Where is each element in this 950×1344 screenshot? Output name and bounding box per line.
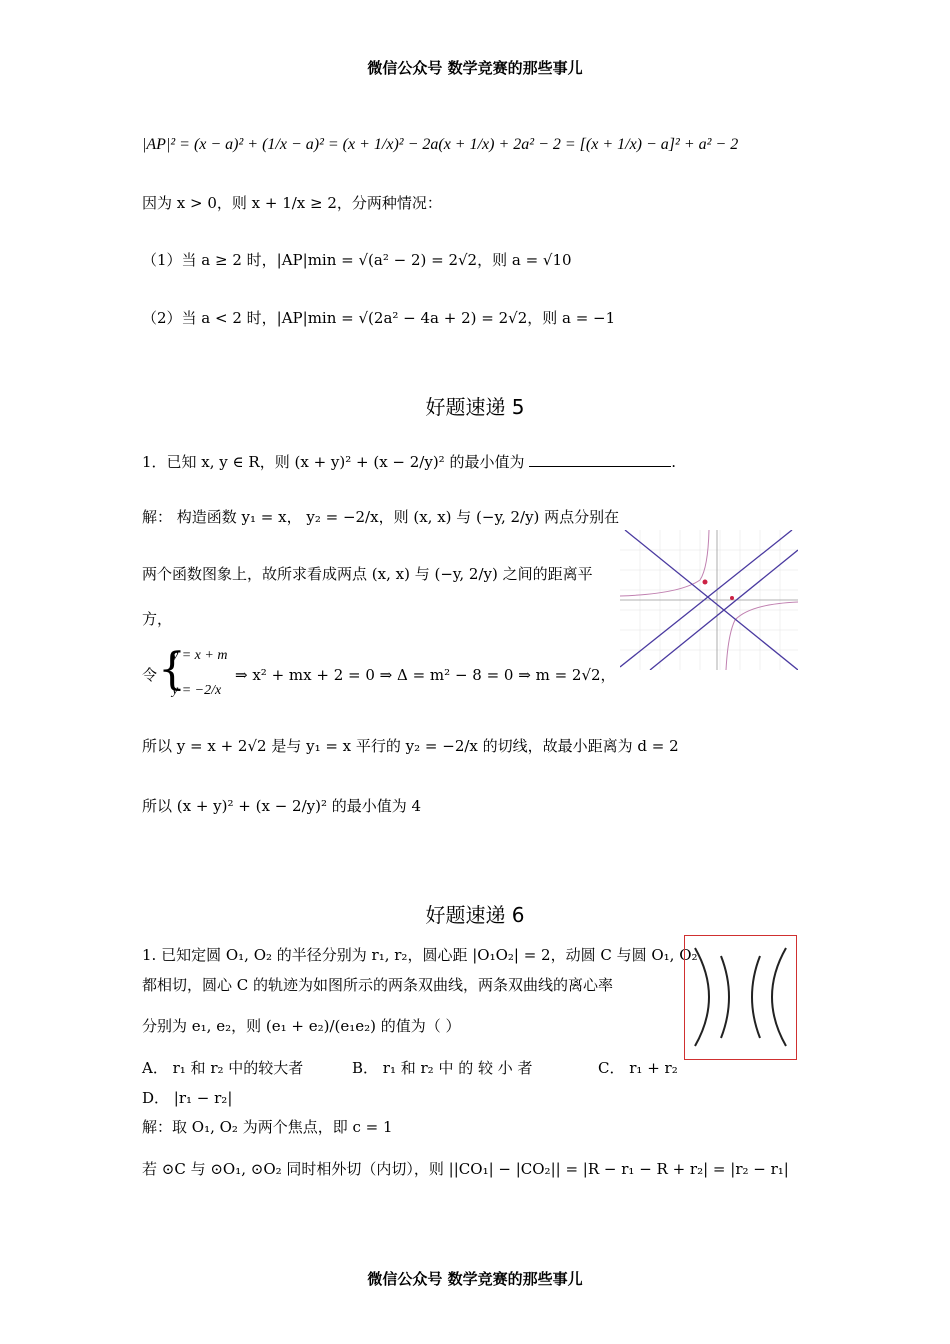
hyperbola-figure <box>685 936 796 1059</box>
system-brace: { <box>158 644 186 695</box>
problem-5-text: 1．已知 x, y ∈ R，则 (x + y)² + (x − 2/y)² 的最小值为 <box>142 453 525 471</box>
outer-left-branch <box>695 948 709 1046</box>
problem-6-line-1: 1. 已知定圆 O₁, O₂ 的半径分别为 r₁, r₂，圆心距 |O₁O₂| = 2，动圆 C 与圆 O₁, O₂ <box>142 946 698 964</box>
condition-line: 因为 x > 0，则 x + 1/x ≥ 2，分两种情况： <box>142 194 442 212</box>
system-eq-1: y = x + m <box>172 648 228 663</box>
problem-6-line-3: 分别为 e₁, e₂，则 (e₁ + e₂)/(e₁e₂) 的值为（ ） <box>142 1017 461 1035</box>
option-b: B． r₁ 和 r₂ 中 的 较 小 者 <box>352 1059 533 1077</box>
inner-right-branch <box>752 956 760 1038</box>
page-footer: 微信公众号 数学竞赛的那些事儿 <box>367 1270 583 1288</box>
solution-5-line-2: 两个函数图象上，故所求看成两点 (x, x) 与 (−y, 2/y) 之间的距离平 <box>142 565 593 583</box>
solution-6-line-2: 若 ⊙C 与 ⊙O₁, ⊙O₂ 同时相外切（内切），则 ||CO₁| − |CO₂|| = |R − r₁ − R + r₂| = |r₂ − r₁| <box>142 1160 789 1178</box>
case-2: （2）当 a < 2 时，|AP|min = √(2a² − 4a + 2) = 2√2，则 a = −1 <box>142 309 616 327</box>
option-d: D． |r₁ − r₂| <box>142 1089 233 1107</box>
inner-left-branch <box>721 956 729 1038</box>
option-a: A． r₁ 和 r₂ 中的较大者 <box>142 1059 304 1077</box>
section-6-title: 好题速递 6 <box>425 903 525 927</box>
conclusion-5-line-2: 所以 (x + y)² + (x − 2/y)² 的最小值为 4 <box>142 797 422 815</box>
answer-blank <box>529 452 671 467</box>
solution-5-line-1: 解： 构造函数 y₁ = x， y₂ = −2/x，则 (x, x) 与 (−y, 2/y) 两点分别在 <box>142 508 620 526</box>
function-graph-figure <box>620 530 798 670</box>
system-prefix: 令 <box>142 666 158 684</box>
curve-y2-eq-neg-2-over-x <box>726 602 798 670</box>
section-5-title: 好题速递 5 <box>425 395 525 419</box>
page-header: 微信公众号 数学竞赛的那些事儿 <box>367 59 583 77</box>
solution-5-line-3: 方， <box>142 610 173 628</box>
tangent-line-1 <box>620 530 792 667</box>
curve-y1-eq-1-over-x <box>620 530 709 596</box>
hyperbola-figure-frame <box>684 935 797 1060</box>
solution-6-line-1: 解：取 O₁, O₂ 为两个焦点，即 c = 1 <box>142 1118 393 1136</box>
option-c: C． r₁ + r₂ <box>598 1059 678 1077</box>
system-eq-2: y = −2/x <box>172 683 222 698</box>
tangent-point-2 <box>730 596 734 600</box>
tangent-point-1 <box>703 580 708 585</box>
problem-6-line-2: 都相切，圆心 C 的轨迹为如图所示的两条双曲线，两条双曲线的离心率 <box>142 976 614 994</box>
case-1: （1）当 a ≥ 2 时，|AP|min = √(a² − 2) = 2√2，则 a = √10 <box>142 251 572 269</box>
ap-expansion-formula: |AP|² = (x − a)² + (1/x − a)² = (x + 1/x)² − 2a(x + 1/x) + 2a² − 2 = [(x + 1/x) − a]² + a² − 2 <box>142 136 739 153</box>
conclusion-5-line-1: 所以 y = x + 2√2 是与 y₁ = x 平行的 y₂ = −2/x 的切线，故最小距离为 d = 2 <box>142 737 679 755</box>
system-result: ⇒ x² + mx + 2 = 0 ⇒ Δ = m² − 8 = 0 ⇒ m = 2√2， <box>235 666 616 684</box>
outer-right-branch <box>772 948 786 1046</box>
